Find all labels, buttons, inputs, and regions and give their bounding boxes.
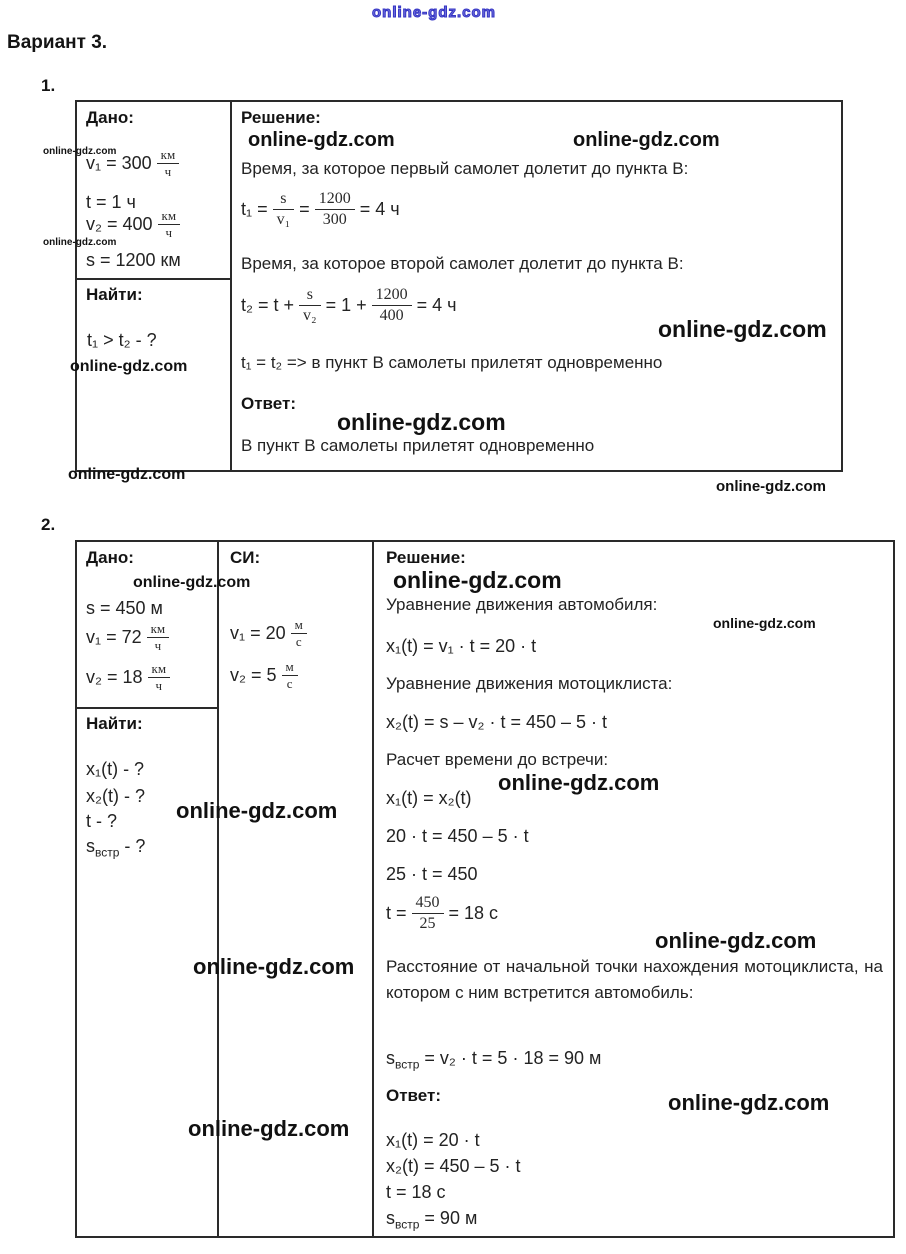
solution-header: Решение: bbox=[386, 548, 466, 567]
watermark: online-gdz.com bbox=[655, 928, 817, 953]
solution-header: Решение: bbox=[241, 108, 321, 127]
find-value: $s_{встр}$ - ? bbox=[86, 836, 146, 860]
watermark: online-gdz.com bbox=[188, 1116, 350, 1141]
solution-text: Расстояние от начальной точки нахождения мотоциклиста, на котором с ним встретится автомобиль: bbox=[386, 957, 883, 1003]
watermark: online-gdz.com bbox=[713, 615, 816, 631]
problem2-number: 2. bbox=[41, 515, 56, 534]
solution-conclusion: t₁ = t₂ => в пункт В самолеты прилетят одновременно bbox=[241, 353, 663, 372]
watermark: online-gdz.com bbox=[658, 316, 827, 342]
watermark: online-gdz.com bbox=[68, 466, 186, 483]
watermark: online-gdz.com bbox=[393, 567, 562, 593]
si-value: v₂ = 5 $\frac{м}{с}$ bbox=[230, 660, 298, 692]
solution-text: Время, за которое второй самолет долетит до пункта В: bbox=[241, 254, 684, 273]
solution-formula: 20 · t = 450 – 5 · t bbox=[386, 826, 529, 846]
watermark: online-gdz.com bbox=[372, 4, 496, 21]
find-value: x₂(t) - ? bbox=[86, 786, 145, 806]
find-value: t₁ > t₂ - ? bbox=[87, 330, 157, 350]
solution-formula: t₂ = t + $\frac{s}{\text{v₂}}$ = 1 + $\frac{1200}{400}$ = 4 ч bbox=[241, 286, 457, 324]
find-value: x₁(t) - ? bbox=[86, 759, 145, 779]
solution-formula: t = $\frac{450}{25}$ = 18 с bbox=[386, 894, 499, 932]
si-value: v₁ = 20 $\frac{м}{с}$ bbox=[230, 618, 307, 650]
given-value: t = 1 ч bbox=[86, 192, 136, 212]
answer-line: x₂(t) = 450 – 5 · t bbox=[386, 1156, 521, 1176]
given-value: v₁ = 72 $\frac{км}{ч}$ bbox=[86, 622, 169, 654]
watermark: online-gdz.com bbox=[176, 798, 338, 823]
solution-formula: x₂(t) = s – v₂ · t = 450 – 5 · t bbox=[386, 712, 608, 732]
problem1-solution-column bbox=[232, 102, 843, 470]
solution-text: Уравнение движения мотоциклиста: bbox=[386, 674, 673, 693]
solution-formula: x₁(t) = x₂(t) bbox=[386, 788, 472, 808]
given-value: v₂ = 400 $\frac{км}{ч}$ bbox=[86, 209, 180, 241]
answer-header: Ответ: bbox=[386, 1086, 441, 1105]
si-header: СИ: bbox=[230, 548, 261, 567]
problem1-number: 1. bbox=[41, 76, 56, 95]
answer-line: x₁(t) = 20 · t bbox=[386, 1130, 480, 1150]
watermark: online-gdz.com bbox=[70, 358, 188, 375]
given-header: Дано: bbox=[86, 108, 134, 127]
watermark: online-gdz.com bbox=[43, 146, 117, 157]
find-value: t - ? bbox=[86, 811, 118, 831]
watermark: online-gdz.com bbox=[573, 129, 720, 151]
given-value: v₁ = 300 $\frac{км}{ч}$ bbox=[86, 148, 179, 180]
answer-text: В пункт В самолеты прилетят одновременно bbox=[241, 436, 595, 455]
given-header: Дано: bbox=[86, 548, 134, 567]
solution-formula: $s_{встр} = v_2 \cdot t = 5 \cdot 18 = 90$ м bbox=[386, 1048, 602, 1072]
answer-header: Ответ: bbox=[241, 394, 296, 413]
problem1-given-cell bbox=[77, 102, 230, 280]
answer-line: t = 18 с bbox=[386, 1182, 446, 1202]
watermark: online-gdz.com bbox=[716, 478, 826, 495]
problem2-given-cell bbox=[77, 542, 217, 709]
problem2-solution-column bbox=[374, 542, 895, 1236]
answer-line: $s_{встр} = 90$ м bbox=[386, 1208, 478, 1232]
given-value: v₂ = 18 $\frac{км}{ч}$ bbox=[86, 662, 170, 694]
solution-formula: x₁(t) = v₁ · t = 20 · t bbox=[386, 636, 537, 656]
watermark: online-gdz.com bbox=[193, 954, 355, 979]
watermark: online-gdz.com bbox=[248, 129, 395, 151]
page-title: Вариант 3. bbox=[7, 32, 108, 53]
solution-text: Время, за которое первый самолет долетит до пункта В: bbox=[241, 159, 689, 178]
watermark: online-gdz.com bbox=[43, 237, 117, 248]
solution-formula: 25 · t = 450 bbox=[386, 864, 478, 884]
solution-text: Расчет времени до встречи: bbox=[386, 750, 609, 769]
solution-text: Уравнение движения автомобиля: bbox=[386, 595, 658, 614]
watermark: online-gdz.com bbox=[498, 770, 660, 795]
problem1-given-column bbox=[77, 102, 232, 470]
watermark: online-gdz.com bbox=[133, 574, 251, 591]
find-header: Найти: bbox=[86, 285, 143, 304]
solution-formula: t₁ = $\frac{s}{\text{v₁}}$ = $\frac{1200}{300}$ = 4 ч bbox=[241, 190, 400, 228]
watermark: online-gdz.com bbox=[668, 1090, 830, 1115]
given-value: s = 450 м bbox=[86, 598, 163, 618]
given-value: s = 1200 км bbox=[86, 250, 181, 270]
watermark: online-gdz.com bbox=[337, 409, 506, 435]
find-header: Найти: bbox=[86, 714, 143, 733]
